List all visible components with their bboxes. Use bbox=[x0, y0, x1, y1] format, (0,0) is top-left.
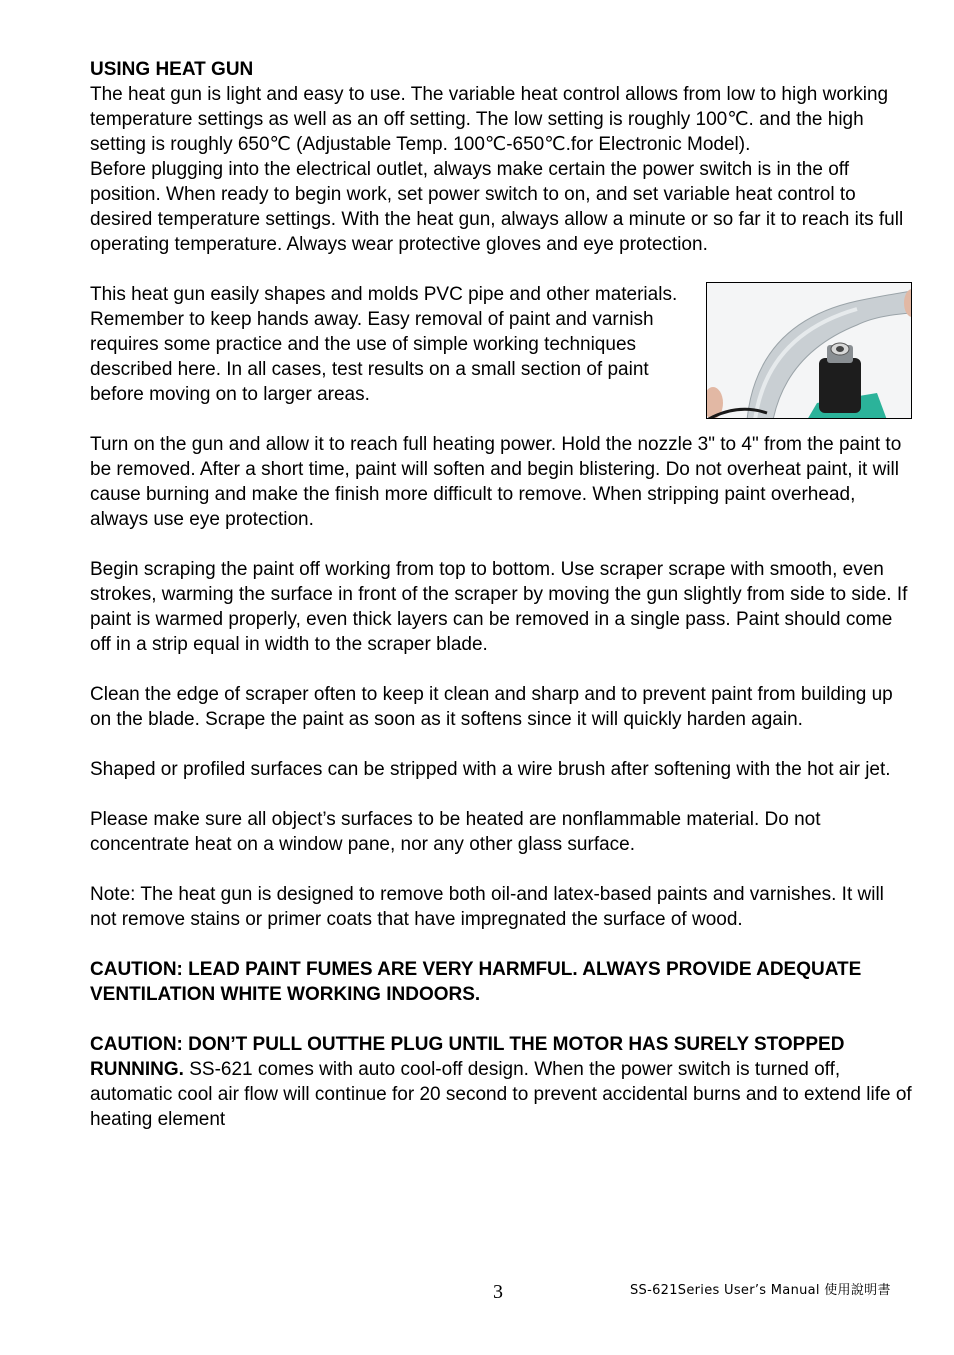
paragraph-clean-scraper: Clean the edge of scraper often to keep it clean and sharp and to prevent paint from building up on the blade. Scrape the paint as soon as it softens since it will quickly harden again. bbox=[90, 684, 893, 730]
section-heading: USING HEAT GUN bbox=[90, 59, 254, 80]
paragraph-nonflammable: Please make sure all object’s surfaces to be heated are nonflammable material. Do not concentrate heat on a window pane, nor any other glass surface. bbox=[90, 809, 821, 855]
footer-title: SS-621Series User’s Manual 使用說明書 bbox=[630, 1283, 891, 1298]
page-number: 3 bbox=[493, 1281, 503, 1303]
paragraph-note: Note: The heat gun is designed to remove both oil-and latex-based paints and varnishes. It will not remove stains or primer coats that have impregnated the surface of wood. bbox=[90, 884, 884, 930]
manual-page bbox=[90, 57, 912, 1132]
paragraph-power-switch: Before plugging into the electrical outlet, always make certain the power switch is in the off position. When ready to begin work, set power switch to on, and set variable heat control to desired temperature settings. With the heat gun, always allow a minute or so far it to reach its full operating temperature. Always wear protective gloves and eye protection. bbox=[90, 159, 904, 255]
paragraph-pvc: This heat gun easily shapes and molds PVC pipe and other materials. Remember to keep hands away. Easy removal of paint and varnish requires some practice and the use of simple working techniques described here. In all cases, test results on a small section of paint before moving on to larger areas. bbox=[90, 284, 678, 405]
paragraph-scraping: Begin scraping the paint off working from top to bottom. Use scraper scrape with smooth, even strokes, warming the surface in front of the scraper by moving the gun slightly from side to side. If paint is warmed properly, even thick layers can be removed in a single pass. Paint should come off in a strip equal in width to the scraper blade. bbox=[90, 559, 908, 655]
paragraph-profiled-surfaces: Shaped or profiled surfaces can be stripped with a wire brush after softening with the hot air jet. bbox=[90, 759, 891, 780]
caution-lead-paint: CAUTION: LEAD PAINT FUMES ARE VERY HARMFUL. ALWAYS PROVIDE ADEQUATE VENTILATION WHITE WORKING INDOORS. bbox=[90, 959, 862, 1005]
paragraph-turn-on: Turn on the gun and allow it to reach full heating power. Hold the nozzle 3" to 4" from the paint to be removed. After a short time, paint will soften and begin blistering. Do not overheat paint, it will cause burning and make the finish more difficult to remove. When stripping paint overhead, always use eye protection. bbox=[90, 434, 902, 530]
caution-plug-text: SS-621 comes with auto cool-off design. When the power switch is turned off, automatic cool air flow will continue for 20 second to prevent accidental burns and to extend life of heating element bbox=[90, 1059, 912, 1130]
heat-gun-pvc-photo bbox=[706, 282, 912, 419]
paragraph-temperature: The heat gun is light and easy to use. The variable heat control allows from low to high working temperature settings as well as an off setting. The low setting is roughly 100℃. and the high setting is roughly 650℃ (Adjustable Temp. 100℃-650℃.for Electronic Model). bbox=[90, 84, 889, 155]
pvc-block bbox=[90, 282, 912, 407]
caution-plug-bold: CAUTION: DON’T PULL OUTTHE PLUG UNTIL THE MOTOR HAS SURELY STOPPED RUNNING. bbox=[90, 1034, 845, 1080]
caution-plug bbox=[90, 1032, 912, 1132]
